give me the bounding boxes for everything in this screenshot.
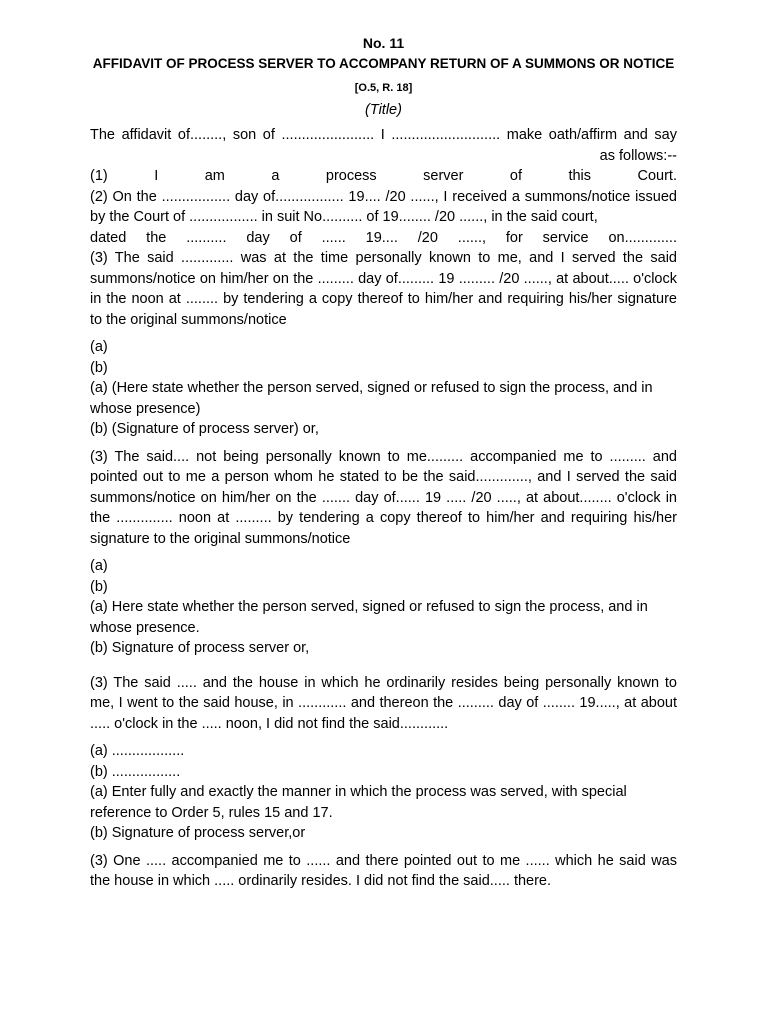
list-block-2	[90, 556, 677, 659]
list-item-a: (a)	[90, 558, 108, 574]
list-block-1	[90, 337, 677, 440]
note-b: (b) Signature of process server or,	[90, 640, 310, 656]
paragraph-2: (2) On the ................. day of................. 19.... /20 ......, I received a summons/notice issued by the Court of ................. in suit No.......... of 19........ /20 ......, in the said court,	[90, 188, 677, 225]
form-number: No. 11	[362, 35, 405, 51]
paragraph-3d: (3) One ..... accompanied me to ...... and there pointed out to me ...... which he said was the house in which ..... ordinarily resides. I did not find the said..... there.	[90, 852, 677, 889]
form-title: AFFIDAVIT OF PROCESS SERVER TO ACCOMPANY RETURN OF A SUMMONS OR NOTICE	[92, 56, 675, 71]
affidavit-body	[90, 125, 677, 892]
note-b: (b) (Signature of process server) or,	[90, 421, 319, 437]
list-block-3	[90, 741, 677, 844]
paragraph-1: (1) I am a process server of this Court.	[90, 168, 677, 184]
intro-line-2: as follows:--	[599, 147, 677, 164]
list-item-a: (a)	[90, 339, 108, 355]
title-placeholder: (Title)	[365, 102, 402, 118]
list-item-b: (b)	[90, 359, 108, 376]
document-page	[90, 34, 677, 892]
note-b: (b) Signature of process server,or	[90, 825, 306, 841]
paragraph-2-dated: dated the .......... day of ...... 19.... /20 ......, for service on.............	[90, 229, 677, 246]
rule-reference: [O.5, R. 18]	[354, 82, 413, 94]
note-a: (a) Here state whether the person served, signed or refused to sign the process, and in whose presence.	[90, 599, 648, 636]
list-item-a: (a) ..................	[90, 743, 185, 759]
paragraph-3b: (3) The said.... not being personally known to me......... accompanied me to ......... and pointed out to me a person whom he stated to be the said............., and I served the said summons/notice on him/her on the ....... day of...... 19 ..... /20 ....., at about........ o'clock in the .............. noon at ......... by tendering a copy thereof to him/her and requiring his/her signature to the original summons/notice	[90, 448, 677, 547]
list-item-b: (b)	[90, 578, 108, 595]
intro-line-1: The affidavit of........, son of ....................... I ........................... make oath/affirm and say	[90, 127, 677, 143]
list-item-b: (b) .................	[90, 763, 181, 780]
note-a: (a) (Here state whether the person served, signed or refused to sign the process, and in whose presence)	[90, 380, 653, 417]
note-a: (a) Enter fully and exactly the manner in which the process was served, with special reference to Order 5, rules 15 and 17.	[90, 784, 627, 821]
paragraph-3a: (3) The said ............. was at the time personally known to me, and I served the said summons/notice on him/her on the ......... day of......... 19 ......... /20 ......, at about..... o'clock in the noon at ........ by tendering a copy thereof to him/her and requiring his/her signature to the original summons/notice	[90, 250, 677, 328]
paragraph-3c: (3) The said ..... and the house in which he ordinarily resides being personally known to me, I went to the said house, in ............ and thereon the ......... day of ........ 19....., at about ..... o'clock in the ..... noon, I did not find the said............	[90, 674, 677, 732]
